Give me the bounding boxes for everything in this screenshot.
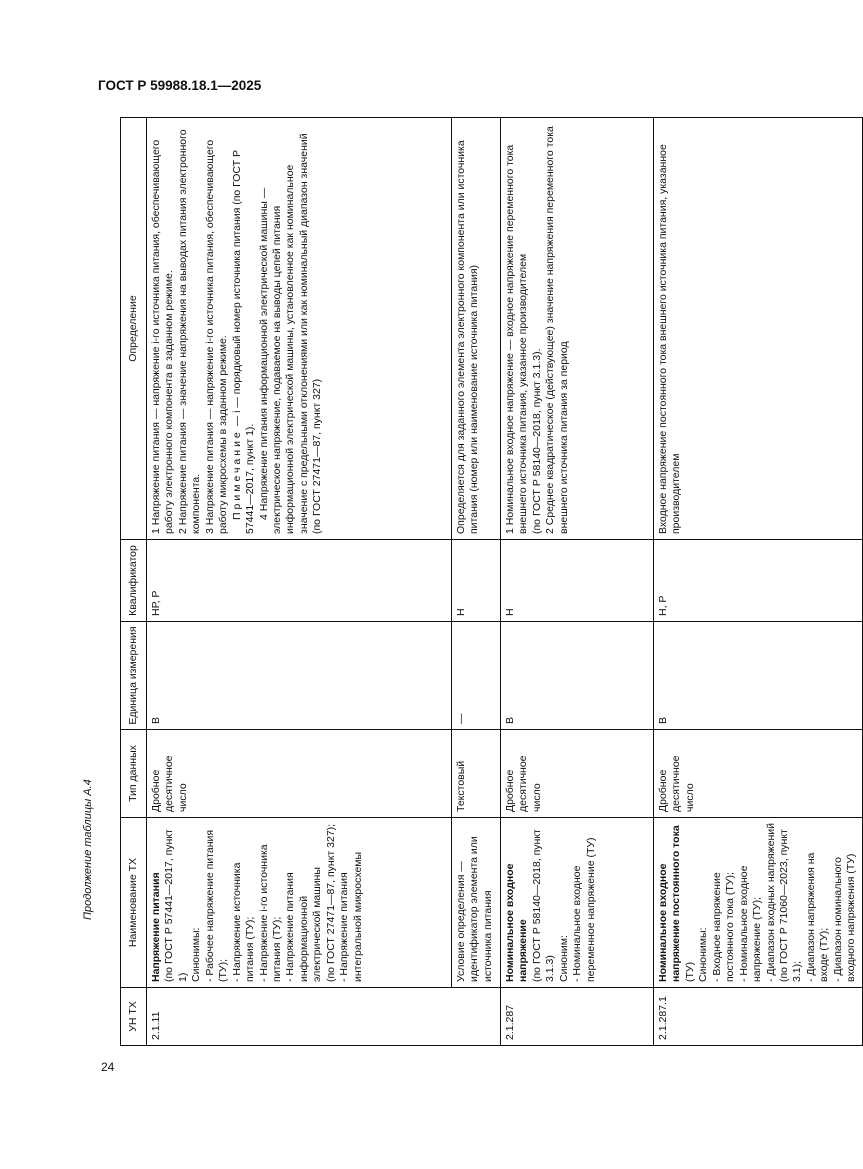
row-qualifier: НР, Р — [147, 540, 452, 622]
row-name-line: - Диапазон входных напряжений — [764, 823, 777, 982]
table-row — [147, 118, 452, 1046]
row-name-line: - Напряжение питания информационной электрической машины — [284, 867, 324, 982]
row-name-line: Синонимы: — [697, 927, 710, 982]
row-name — [501, 818, 654, 988]
row-name-suffix: (ТУ) — [683, 961, 696, 982]
row-name — [147, 818, 452, 988]
row-name-line: (по ГОСТ Р 57441—2017, пункт 1) — [163, 829, 189, 982]
col-header-unit: Единица измерения — [121, 622, 147, 730]
row-name-line: - Напряжение источника питания (ТУ); — [230, 862, 257, 982]
row-data-type: Дробное десятичное число — [654, 730, 863, 818]
col-header-qualifier: Квалификатор — [121, 540, 147, 622]
row-qualifier: Н — [452, 540, 501, 622]
definition-line: 2 Среднее квадратическое (действующее) значение напряжения переменного тока внешнего источника питания за период — [544, 126, 570, 534]
definition-line: 2 Напряжение питания — значение напряжения на выводах питания электронного компонента. — [176, 129, 203, 534]
row-name — [654, 818, 863, 988]
row-name-title: Номинальное входное напряжение — [504, 863, 530, 982]
row-name-heading — [657, 823, 697, 982]
note-label: Примечание — [230, 429, 243, 520]
row-name-line: - Напряжение питания интегральной микросхемы — [338, 851, 364, 982]
rotated-table-container — [120, 118, 858, 1046]
row-name-line: (по ГОСТ Р 58140—2018, пункт 3.1.3) — [530, 829, 557, 982]
row-code: 2.1.11 — [147, 988, 452, 1046]
definition-line: 4 Напряжение питания информационной электрической машины — электрическое напряжение, подаваемое на выводы цепей питания информационной электрической машины, установленное как номинальное значение с предельными отклонениями или как номинальный диапазон значений (по ГОСТ 27471—87, пункт 327) — [257, 133, 324, 534]
characteristics-table — [120, 117, 863, 1046]
row-code: 2.1.287.1 — [654, 988, 863, 1046]
row-code — [452, 988, 501, 1046]
row-name-title: Напряжение питания — [150, 872, 162, 982]
row-name: Условие определения — идентификатор элемента или источника питания — [452, 818, 501, 988]
row-data-type: Дробное десятичное число — [147, 730, 452, 818]
row-name-line: - Диапазон номинального входного напряжения (ТУ) — [831, 853, 858, 982]
col-header-code: УН ТХ — [121, 988, 147, 1046]
row-name-line: - Диапазон напряжения на входе (ТУ); — [804, 852, 831, 982]
row-definition — [501, 118, 654, 540]
note-text: — i — порядковый номер источника питания (по ГОСТ Р 57441—2017, пункт 1). — [230, 149, 257, 534]
row-definition: Определяется для заданного элемента электронного компонента или источника питания (номер или наименование источника питания) — [452, 118, 501, 540]
definition-line: 1 Напряжение питания — напряжение i-го источника питания, обеспечивающего работу электронного компонента в заданном режиме. — [150, 139, 176, 534]
row-name-line: Синоним: — [557, 935, 570, 982]
document-header: ГОСТ Р 59988.18.1—2025 — [98, 78, 262, 93]
col-header-definition: Определение — [121, 118, 147, 540]
row-data-type: Текстовый — [452, 730, 501, 818]
col-header-data-type: Тип данных — [121, 730, 147, 818]
row-name-line: (по ГОСТ Р 71060—2023, пункт 3.1); — [777, 829, 804, 982]
table-caption: Продолжение таблицы А.4 — [82, 779, 94, 920]
row-name-line: - Входное напряжение постоянного тока (ТУ); — [710, 872, 737, 982]
row-qualifier: Н — [501, 540, 654, 622]
table-header-row — [121, 118, 147, 1046]
definition-line: 3 Напряжение питания — напряжение i-го источника питания, обеспечивающего работу микросхемы в заданном режиме. — [203, 139, 230, 534]
row-unit: В — [147, 622, 452, 730]
row-unit: В — [501, 622, 654, 730]
row-unit: В — [654, 622, 863, 730]
definition-line: 1 Номинальное входное напряжение — входное напряжение переменного тока внешнего источника питания, указанное производителем — [504, 144, 530, 534]
row-name-line: - Рабочее напряжение питания (ТУ); — [203, 829, 230, 982]
row-name-line: (по ГОСТ 27471—87, пункт 327); — [324, 823, 337, 982]
row-definition — [147, 118, 452, 540]
page-number: 24 — [101, 1060, 115, 1074]
row-unit: — — [452, 622, 501, 730]
table-row — [501, 118, 654, 1046]
definition-note — [231, 123, 258, 534]
table-row — [452, 118, 501, 1046]
row-qualifier: Н, Р — [654, 540, 863, 622]
row-name-line: - Номинальное входное напряжение (ТУ); — [737, 865, 764, 982]
row-name-line: - Номинальное входное переменное напряжение (ТУ) — [571, 837, 597, 982]
row-definition: Входное напряжение постоянного тока внешнего источника питания, указанное производителем — [654, 118, 863, 540]
row-code: 2.1.287 — [501, 988, 654, 1046]
definition-line: (по ГОСТ Р 58140—2018, пункт 3.1.3). — [530, 348, 543, 534]
row-name-title: Номинальное входное напряжение постоянного тока — [657, 825, 683, 982]
table-row — [654, 118, 863, 1046]
row-name-line: - Напряжение i-го источника питания (ТУ); — [257, 844, 283, 982]
row-name-line: Синонимы: — [190, 927, 203, 982]
col-header-name: Наименование ТХ — [121, 818, 147, 988]
row-data-type: Дробное десятичное число — [501, 730, 654, 818]
